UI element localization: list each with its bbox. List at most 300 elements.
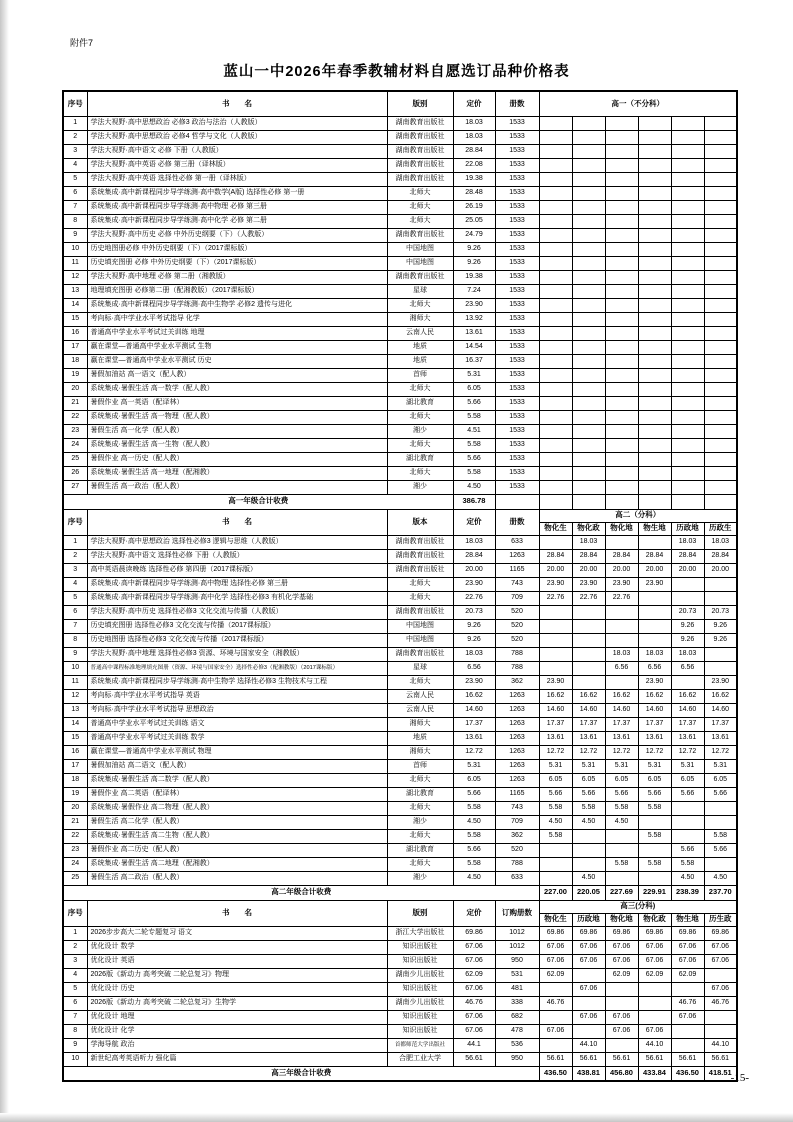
combo-total-cell: 436.50 — [539, 1066, 572, 1081]
row-index-cell: 9 — [63, 228, 87, 242]
book-title-cell: 新世纪高考英语听力 强化篇 — [87, 1052, 387, 1066]
book-title-cell: 暑假生活 高一化学（配人教） — [87, 424, 387, 438]
price-cell: 67.06 — [453, 1024, 495, 1038]
book-title-cell: 2026步步高大二轮专题复习 语文 — [87, 926, 387, 940]
row-index-cell: 4 — [63, 158, 87, 172]
total-copies-cell — [495, 494, 539, 509]
combo-value-cell: 6.05 — [539, 773, 572, 787]
book-title-cell: 系统集成·高中新课程同步导学练测·高中物理 选择性必修 第三册 — [87, 577, 387, 591]
publisher-cell: 北师大 — [387, 773, 453, 787]
combo-value-cell: 9.26 — [704, 633, 737, 647]
table-row — [63, 466, 737, 480]
book-title-cell: 系统集成·高中新课程同步导学练测·高中物理 必修 第三册 — [87, 200, 387, 214]
combo-value-cell: 9.26 — [671, 633, 704, 647]
copies-cell: 1533 — [495, 396, 539, 410]
book-title-cell: 系统集成·高中新课程同步导学练测·高中化学 必修 第二册 — [87, 214, 387, 228]
copies-cell: 1263 — [495, 549, 539, 563]
combo-value-cell — [704, 647, 737, 661]
combo-value-cell — [572, 116, 605, 130]
combo-value-cell — [539, 158, 572, 172]
combo-total-cell: 438.81 — [572, 1066, 605, 1081]
table-row — [63, 633, 737, 647]
total-label: 高二年级合计收费 — [63, 885, 539, 900]
book-title-cell: 高中英语晨读晚练 选择性必修 第四册（2017课标版） — [87, 563, 387, 577]
combo-value-cell — [638, 256, 671, 270]
combo-value-cell: 67.06 — [704, 940, 737, 954]
combo-total-cell: 433.84 — [638, 1066, 671, 1081]
combo-value-cell: 56.61 — [605, 1052, 638, 1066]
price-cell: 5.31 — [453, 368, 495, 382]
combo-value-cell — [671, 116, 704, 130]
combo-value-cell — [539, 396, 572, 410]
copies-cell: 1533 — [495, 368, 539, 382]
combo-value-cell — [539, 480, 572, 494]
row-index-cell: 1 — [63, 926, 87, 940]
combo-value-cell — [704, 466, 737, 480]
combo-value-cell — [671, 172, 704, 186]
combo-value-cell — [704, 284, 737, 298]
combo-value-cell: 9.26 — [671, 619, 704, 633]
price-cell: 67.06 — [453, 1010, 495, 1024]
book-title-cell: 学法大视野·高中思想政治 选择性必修3 逻辑与思维（人教版） — [87, 535, 387, 549]
combo-value-cell: 67.06 — [605, 954, 638, 968]
combo-value-cell — [605, 480, 638, 494]
section-total-row — [63, 1066, 737, 1081]
price-cell: 5.58 — [453, 829, 495, 843]
scan-edge-bottom — [0, 1113, 793, 1122]
combo-value-cell: 14.60 — [704, 703, 737, 717]
combo-value-cell — [539, 871, 572, 885]
row-index-cell: 26 — [63, 466, 87, 480]
book-title-cell: 系统集成·暑假作业 高二物理（配人教） — [87, 801, 387, 815]
combo-value-cell — [638, 354, 671, 368]
copies-cell: 788 — [495, 661, 539, 675]
combo-value-cell: 62.09 — [638, 968, 671, 982]
table-row — [63, 871, 737, 885]
header-publisher: 版别 — [387, 91, 453, 116]
table-row — [63, 144, 737, 158]
combo-value-cell — [671, 815, 704, 829]
combo-value-cell — [704, 577, 737, 591]
header-combo: 物生地 — [671, 913, 704, 926]
table-row — [63, 480, 737, 494]
combo-value-cell: 56.61 — [572, 1052, 605, 1066]
combo-value-cell — [671, 982, 704, 996]
table-row — [63, 354, 737, 368]
combo-value-cell — [539, 843, 572, 857]
combo-value-cell — [638, 871, 671, 885]
book-title-cell: 优化设计 化学 — [87, 1024, 387, 1038]
combo-value-cell — [539, 1038, 572, 1052]
table-row — [63, 940, 737, 954]
combo-value-cell: 46.76 — [539, 996, 572, 1010]
table-row — [63, 829, 737, 843]
row-index-cell: 17 — [63, 759, 87, 773]
publisher-cell: 北师大 — [387, 577, 453, 591]
publisher-cell: 湖北教育 — [387, 396, 453, 410]
combo-value-cell: 20.00 — [704, 563, 737, 577]
combo-value-cell — [539, 270, 572, 284]
combo-value-cell: 5.58 — [638, 829, 671, 843]
price-cell: 4.51 — [453, 424, 495, 438]
combo-value-cell — [605, 633, 638, 647]
combo-value-cell — [605, 871, 638, 885]
copies-cell: 1263 — [495, 703, 539, 717]
combo-value-cell: 67.06 — [638, 940, 671, 954]
price-cell: 9.26 — [453, 633, 495, 647]
book-title-cell: 系统集成·高中新课程同步导学练测·高中化学 选择性必修3 有机化学基础 — [87, 591, 387, 605]
combo-value-cell — [638, 438, 671, 452]
combo-value-cell — [572, 326, 605, 340]
combo-value-cell — [539, 186, 572, 200]
header-book-name: 书 名 — [87, 91, 387, 116]
combo-value-cell: 44.10 — [704, 1038, 737, 1052]
combo-value-cell: 13.61 — [638, 731, 671, 745]
price-cell: 13.61 — [453, 326, 495, 340]
price-cell: 46.76 — [453, 996, 495, 1010]
table-row — [63, 619, 737, 633]
table-row — [63, 661, 737, 675]
price-cell: 25.05 — [453, 214, 495, 228]
header-index: 序号 — [63, 509, 87, 535]
table-row — [63, 396, 737, 410]
combo-value-cell: 9.26 — [704, 619, 737, 633]
combo-value-cell: 4.50 — [704, 871, 737, 885]
combo-value-cell — [539, 857, 572, 871]
publisher-cell: 星球 — [387, 284, 453, 298]
combo-value-cell — [572, 633, 605, 647]
combo-value-cell: 16.62 — [605, 689, 638, 703]
combo-value-cell: 22.76 — [539, 591, 572, 605]
price-cell: 18.03 — [453, 116, 495, 130]
book-title-cell: 学法大视野·高中历史 选择性必修3 文化交流与传播（人教版） — [87, 605, 387, 619]
combo-value-cell: 16.62 — [572, 689, 605, 703]
combo-value-cell — [704, 438, 737, 452]
combo-value-cell — [671, 1038, 704, 1052]
combo-value-cell — [704, 591, 737, 605]
combo-value-cell — [638, 382, 671, 396]
combo-value-cell — [539, 424, 572, 438]
combo-value-cell — [704, 116, 737, 130]
combo-value-cell: 16.62 — [638, 689, 671, 703]
publisher-cell: 首师 — [387, 368, 453, 382]
combo-value-cell — [572, 605, 605, 619]
combo-value-cell — [539, 535, 572, 549]
combo-value-cell — [704, 214, 737, 228]
row-index-cell: 23 — [63, 843, 87, 857]
combo-value-cell: 67.06 — [638, 1024, 671, 1038]
combo-value-cell: 17.37 — [539, 717, 572, 731]
combo-value-cell — [638, 116, 671, 130]
combo-total-cell — [605, 494, 638, 509]
combo-value-cell: 12.72 — [671, 745, 704, 759]
publisher-cell: 湘师大 — [387, 745, 453, 759]
publisher-cell: 湖南教育出版社 — [387, 535, 453, 549]
price-cell: 5.66 — [453, 452, 495, 466]
combo-value-cell: 28.84 — [605, 549, 638, 563]
combo-value-cell: 67.06 — [572, 1010, 605, 1024]
combo-value-cell — [671, 591, 704, 605]
combo-value-cell: 69.86 — [671, 926, 704, 940]
price-cell: 22.08 — [453, 158, 495, 172]
combo-value-cell — [539, 647, 572, 661]
row-index-cell: 19 — [63, 368, 87, 382]
table-row — [63, 298, 737, 312]
publisher-cell: 湖南教育出版社 — [387, 563, 453, 577]
price-cell: 67.06 — [453, 982, 495, 996]
publisher-cell: 湖南教育出版社 — [387, 605, 453, 619]
copies-cell: 1533 — [495, 242, 539, 256]
publisher-cell: 湖南教育出版社 — [387, 549, 453, 563]
combo-value-cell — [572, 144, 605, 158]
section-header-row — [63, 900, 737, 913]
copies-cell: 1263 — [495, 731, 539, 745]
table-row — [63, 577, 737, 591]
table-row — [63, 452, 737, 466]
combo-value-cell — [704, 228, 737, 242]
attachment-label: 附件7 — [70, 38, 94, 48]
copies-cell: 1533 — [495, 214, 539, 228]
combo-value-cell: 20.00 — [638, 563, 671, 577]
combo-value-cell: 14.60 — [638, 703, 671, 717]
book-title-cell: 考向标·高中学业水平考试指导 思想政治 — [87, 703, 387, 717]
header-combo: 历政地 — [572, 913, 605, 926]
copies-cell: 950 — [495, 1052, 539, 1066]
combo-value-cell — [671, 284, 704, 298]
combo-value-cell — [605, 396, 638, 410]
price-cell: 23.90 — [453, 298, 495, 312]
combo-value-cell — [671, 200, 704, 214]
combo-value-cell — [539, 661, 572, 675]
combo-value-cell — [704, 661, 737, 675]
price-cell: 5.58 — [453, 438, 495, 452]
combo-value-cell — [704, 368, 737, 382]
table-row — [63, 256, 737, 270]
combo-value-cell: 69.86 — [605, 926, 638, 940]
combo-value-cell — [638, 535, 671, 549]
header-combo: 历政地 — [671, 522, 704, 535]
combo-value-cell — [605, 256, 638, 270]
book-title-cell: 暑假生活 高二化学（配人教） — [87, 815, 387, 829]
table-row — [63, 731, 737, 745]
table-row — [63, 563, 737, 577]
combo-value-cell: 14.60 — [539, 703, 572, 717]
copies-cell: 788 — [495, 647, 539, 661]
row-index-cell: 2 — [63, 549, 87, 563]
table-row — [63, 857, 737, 871]
price-cell: 23.90 — [453, 675, 495, 689]
table-row — [63, 1010, 737, 1024]
row-index-cell: 22 — [63, 829, 87, 843]
combo-value-cell — [605, 242, 638, 256]
price-cell: 24.79 — [453, 228, 495, 242]
combo-value-cell — [572, 480, 605, 494]
copies-cell: 478 — [495, 1024, 539, 1038]
combo-value-cell: 5.58 — [638, 801, 671, 815]
combo-value-cell — [539, 382, 572, 396]
combo-value-cell — [572, 158, 605, 172]
book-title-cell: 历史填充图册 选择性必修3 文化交流与传播（2017课标版） — [87, 619, 387, 633]
copies-cell: 1533 — [495, 200, 539, 214]
price-cell: 5.58 — [453, 857, 495, 871]
table-row — [63, 1052, 737, 1066]
price-cell: 18.03 — [453, 535, 495, 549]
scan-edge-left — [0, 0, 9, 1122]
combo-value-cell — [605, 843, 638, 857]
combo-total-cell: 229.91 — [638, 885, 671, 900]
combo-value-cell: 14.60 — [572, 703, 605, 717]
row-index-cell: 21 — [63, 815, 87, 829]
combo-value-cell: 6.05 — [704, 773, 737, 787]
copies-cell: 1263 — [495, 759, 539, 773]
copies-cell: 1165 — [495, 787, 539, 801]
row-index-cell: 9 — [63, 1038, 87, 1052]
combo-value-cell — [638, 326, 671, 340]
price-cell: 14.54 — [453, 340, 495, 354]
copies-cell: 338 — [495, 996, 539, 1010]
publisher-cell: 地质 — [387, 354, 453, 368]
combo-value-cell: 5.58 — [638, 857, 671, 871]
table-row — [63, 438, 737, 452]
publisher-cell: 北师大 — [387, 591, 453, 605]
publisher-cell: 北师大 — [387, 466, 453, 480]
copies-cell: 1533 — [495, 312, 539, 326]
combo-total-cell: 227.00 — [539, 885, 572, 900]
combo-value-cell — [704, 968, 737, 982]
row-index-cell: 8 — [63, 1024, 87, 1038]
table-row — [63, 326, 737, 340]
combo-value-cell — [572, 270, 605, 284]
combo-value-cell — [605, 982, 638, 996]
header-copies: 订购册数 — [495, 900, 539, 926]
combo-value-cell: 5.66 — [572, 787, 605, 801]
table-row — [63, 424, 737, 438]
combo-value-cell — [704, 242, 737, 256]
row-index-cell: 4 — [63, 577, 87, 591]
combo-value-cell: 16.62 — [671, 689, 704, 703]
header-index: 序号 — [63, 900, 87, 926]
row-index-cell: 15 — [63, 731, 87, 745]
header-copies: 册数 — [495, 91, 539, 116]
combo-value-cell — [605, 1038, 638, 1052]
combo-value-cell — [704, 256, 737, 270]
combo-value-cell: 5.58 — [539, 829, 572, 843]
table-row — [63, 801, 737, 815]
table-row — [63, 382, 737, 396]
publisher-cell: 北师大 — [387, 675, 453, 689]
copies-cell: 1533 — [495, 452, 539, 466]
combo-value-cell — [638, 200, 671, 214]
row-index-cell: 3 — [63, 954, 87, 968]
combo-value-cell — [671, 312, 704, 326]
header-book-name: 书 名 — [87, 509, 387, 535]
book-title-cell: 2026版《新动力 高考突破 二轮总复习》生物学 — [87, 996, 387, 1010]
combo-value-cell: 20.73 — [704, 605, 737, 619]
row-index-cell: 2 — [63, 940, 87, 954]
combo-value-cell — [704, 158, 737, 172]
combo-value-cell: 67.06 — [539, 954, 572, 968]
price-cell: 16.37 — [453, 354, 495, 368]
table-row — [63, 535, 737, 549]
combo-value-cell — [605, 200, 638, 214]
combo-value-cell — [539, 354, 572, 368]
combo-value-cell: 13.61 — [605, 731, 638, 745]
copies-cell: 1263 — [495, 689, 539, 703]
combo-value-cell: 20.00 — [539, 563, 572, 577]
price-cell: 28.48 — [453, 186, 495, 200]
combo-value-cell — [671, 424, 704, 438]
combo-value-cell — [539, 368, 572, 382]
combo-value-cell — [704, 172, 737, 186]
combo-value-cell — [539, 172, 572, 186]
row-index-cell: 5 — [63, 591, 87, 605]
book-title-cell: 暑假生活 高二政治（配人教） — [87, 871, 387, 885]
book-title-cell: 暑假作业 高二英语（配译林） — [87, 787, 387, 801]
copies-cell: 1263 — [495, 717, 539, 731]
book-title-cell: 赢在课堂—普通高中学业水平测试 历史 — [87, 354, 387, 368]
publisher-cell: 北师大 — [387, 857, 453, 871]
combo-value-cell — [572, 968, 605, 982]
header-publisher: 版本 — [387, 509, 453, 535]
combo-value-cell: 12.72 — [638, 745, 671, 759]
price-cell: 13.92 — [453, 312, 495, 326]
combo-value-cell — [671, 382, 704, 396]
combo-value-cell — [572, 424, 605, 438]
price-cell: 5.66 — [453, 843, 495, 857]
combo-value-cell — [671, 368, 704, 382]
combo-value-cell — [539, 200, 572, 214]
combo-value-cell — [638, 452, 671, 466]
book-title-cell: 考向标·高中学业水平考试指导 化学 — [87, 312, 387, 326]
combo-value-cell: 5.31 — [671, 759, 704, 773]
row-index-cell: 12 — [63, 270, 87, 284]
combo-value-cell — [539, 256, 572, 270]
combo-value-cell — [638, 480, 671, 494]
row-index-cell: 13 — [63, 703, 87, 717]
combo-value-cell: 4.50 — [605, 815, 638, 829]
combo-value-cell: 23.90 — [638, 675, 671, 689]
combo-value-cell — [539, 214, 572, 228]
combo-value-cell — [605, 158, 638, 172]
combo-value-cell: 5.31 — [605, 759, 638, 773]
book-title-cell: 学法大视野·高中语文 选择性必修 下册（人教版） — [87, 549, 387, 563]
combo-value-cell: 13.61 — [539, 731, 572, 745]
publisher-cell: 中国地图 — [387, 619, 453, 633]
header-combo: 物化地 — [605, 913, 638, 926]
price-cell: 5.58 — [453, 466, 495, 480]
table-row — [63, 591, 737, 605]
row-index-cell: 11 — [63, 675, 87, 689]
combo-value-cell: 4.50 — [671, 871, 704, 885]
price-cell: 69.86 — [453, 926, 495, 940]
book-title-cell: 系统集成·暑假生活 高一地理（配湘教） — [87, 466, 387, 480]
combo-value-cell: 62.09 — [671, 968, 704, 982]
price-cell: 67.06 — [453, 940, 495, 954]
book-title-cell: 系统集成·暑假生活 高二地理（配湘教） — [87, 857, 387, 871]
row-index-cell: 2 — [63, 130, 87, 144]
combo-value-cell — [704, 354, 737, 368]
combo-value-cell — [539, 326, 572, 340]
copies-cell: 520 — [495, 843, 539, 857]
combo-value-cell: 69.86 — [638, 926, 671, 940]
combo-value-cell — [605, 228, 638, 242]
publisher-cell: 中国地图 — [387, 242, 453, 256]
combo-value-cell: 6.05 — [638, 773, 671, 787]
row-index-cell: 15 — [63, 312, 87, 326]
combo-value-cell: 6.56 — [671, 661, 704, 675]
table-row — [63, 130, 737, 144]
combo-value-cell: 44.10 — [572, 1038, 605, 1052]
